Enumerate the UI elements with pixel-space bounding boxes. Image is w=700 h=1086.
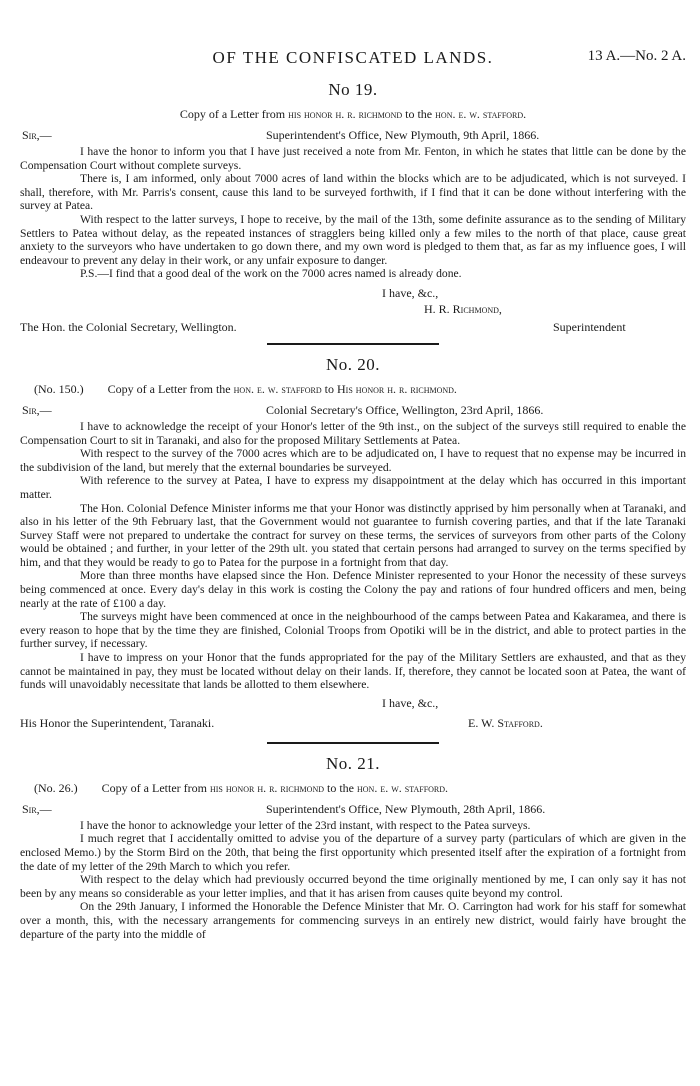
document-body: [20, 80, 686, 941]
signatory: H. R. Richmond,: [424, 301, 502, 316]
paragraph: I have the honor to acknowledge your letter of the 23rd instant, with respect to the Patea surveys.: [80, 818, 531, 832]
running-title: OF THE CONFISCATED LANDS.: [212, 48, 494, 67]
paragraph: I have to impress on your Honor that the funds appropriated for the pay of the Military Settlers are exhausted, and that as they cannot be maintained in pay, they must be located without delay on their lands. If, therefore, they cannot be located soon at Patea, the want of funds will unavoidably necessitate that lands be allotted to them elsewhere.: [20, 651, 686, 692]
caption-prefix: Copy of a Letter from: [179, 107, 286, 121]
letter-reference: (No. 150.): [34, 381, 84, 396]
paragraph: With reference to the survey at Patea, I have to express my disappointment at the delay which has occurred in this important matter.: [20, 474, 686, 501]
paragraph: On the 29th January, I informed the Honorable the Defence Minister that Mr. O. Carrington had work for his staff for somewhat over a month, this, with the necessary arrangements for commencing surveys in an entirely new district, would fairly have brought the departure of the party into the middle of: [20, 900, 686, 941]
letter-no-21: [20, 754, 686, 941]
paragraph: There is, I am informed, only about 7000 acres of land within the blocks which are to be adjudicated, which is not surveyed. I shall, therefore, with Mr. Parris's consent, cause this land to be surveyed forthwith, if I find that it can be done without interfering with the survey at Patea.: [20, 172, 686, 213]
paragraph: I have the honor to inform you that I have just received a note from Mr. Fenton, in which he states that little can be done by the Compensation Court without complete surveys.: [20, 145, 686, 172]
signatory: E. W. Stafford.: [468, 715, 543, 730]
caption-to: hon. e. w. stafford.: [435, 107, 527, 121]
caption-prefix: Copy of a Letter from: [101, 780, 207, 795]
caption-to: His honor h. r. richmond.: [337, 381, 457, 396]
salutation-line: [20, 802, 686, 817]
salutation: Sir,—: [22, 801, 52, 816]
salutation-line: [20, 128, 686, 143]
caption-from: his honor h. r. richmond: [209, 780, 324, 795]
paragraph: With respect to the delay which had previously occurred beyond the time originally mentioned by me, I can only say it has not been by any means so considerable as your letter implies, and that it has arisen from causes quite beyond my control.: [20, 873, 686, 900]
letter-reference: (No. 26.): [34, 780, 78, 795]
letter-caption: [20, 382, 686, 397]
paragraph: With respect to the survey of the 7000 acres which are to be adjudicated on, I have to request that no expense may be incurred in the subdivision of the land, but merely that the external boundaries be surveyed.: [20, 447, 686, 474]
section-divider: [267, 343, 439, 345]
dateline: Colonial Secretary's Office, Wellington, 23rd April, 1866.: [266, 402, 544, 417]
salutation: Sir,—: [22, 402, 52, 417]
addressee: The Hon. the Colonial Secretary, Wellington.: [20, 319, 237, 334]
letter-no-20: [20, 355, 686, 736]
salutation-line: [20, 403, 686, 418]
salutation: Sir,—: [22, 128, 52, 142]
closing: I have, &c.,: [382, 285, 439, 300]
letter-caption: [20, 781, 686, 796]
paragraph: The surveys might have been commenced at once in the neighbourhood of the camps between Patea and Kakaramea, and there is every reason to hope that by the time they are finished, Colonial Troops from Opotiki will be in the district, and able to protect parties in the further survey, if necessary.: [20, 610, 686, 651]
dateline: Superintendent's Office, New Plymouth, 28th April, 1866.: [266, 801, 546, 816]
dateline: Superintendent's Office, New Plymouth, 9th April, 1866.: [266, 128, 540, 142]
running-head: [20, 48, 686, 72]
page-folio: 13 A.—No. 2 A.: [587, 48, 686, 64]
caption-to-word: to: [324, 381, 335, 396]
signature-block: [20, 696, 686, 736]
paragraph: The Hon. Colonial Defence Minister informs me that your Honor was distinctly apprised by him personally when at Taranaki, and also in his letter of the 9th February last, that the Government would not guarantee to furnish covering parties, and that if the late Taranaki Survey Staff were not prepared to undertake the contract for survey on these terms, the services of surveyors from other parts of the Colony would be obtained ; and further, in your letter of the 29th ult. you stated that certain persons had arranged to survey on the terms specified by him, and that they would be ready to go to Patea for the purpose in a fortnight from that day.: [20, 501, 686, 569]
caption-to-word: to the: [327, 780, 354, 795]
caption-to-word: to the: [405, 107, 433, 121]
addressee: His Honor the Superintendent, Taranaki.: [20, 715, 215, 730]
letter-number: No 19.: [328, 80, 378, 99]
letter-caption: [20, 107, 686, 122]
postscript: P.S.—I find that a good deal of the work on the 7000 acres named is already done.: [80, 267, 462, 281]
section-divider: [267, 742, 439, 744]
paragraph: More than three months have elapsed since the Hon. Defence Minister represented to your Honor the necessity of these surveys being commenced at once. Every day's delay in this work is costing the Colony the pay and rations of four hundred officers and men, being nearly at the rate of £100 a day.: [20, 569, 686, 610]
signatory-role: Superintendent: [553, 319, 626, 334]
letter-no-19: [20, 80, 686, 337]
paragraph: I much regret that I accidentally omitted to advise you of the departure of a survey party (particulars of which are given in the enclosed Memo.) by the Storm Bird on the 20th, that being the first opportunity which presented itself after the expiration of a fortnight from the date of my letter of the 29th March to which you refer.: [20, 832, 686, 873]
caption-to: hon. e. w. stafford.: [357, 780, 449, 795]
signature-block: [20, 285, 686, 337]
caption-from: hon. e. w. stafford: [233, 381, 322, 396]
paragraph: I have to acknowledge the receipt of your Honor's letter of the 9th inst., on the subject of the surveys still required to enable the Compensation Court to sit in Taranaki, and also for the proposed Military Settlements at Patea.: [20, 419, 686, 447]
paragraph: With respect to the latter surveys, I hope to receive, by the mail of the 13th, some definite assurance as to the sending of Military Settlers to Patea without delay, as the repeated instances of stragglers being killed only a few miles to the north of that place, cause great anxiety to the surveyors who have undertaken to go down there, and my own word is pledged to them that, as far as my influence goes, I will endeavour to prevent any delay in their work, or any unfair exposure to danger.: [20, 212, 686, 267]
letter-number: No. 21.: [325, 753, 381, 773]
letter-number: No. 20.: [325, 354, 381, 374]
caption-prefix: Copy of a Letter from the: [107, 381, 231, 396]
closing: I have, &c.,: [382, 695, 439, 710]
caption-from: his honor h. r. richmond: [288, 107, 403, 121]
